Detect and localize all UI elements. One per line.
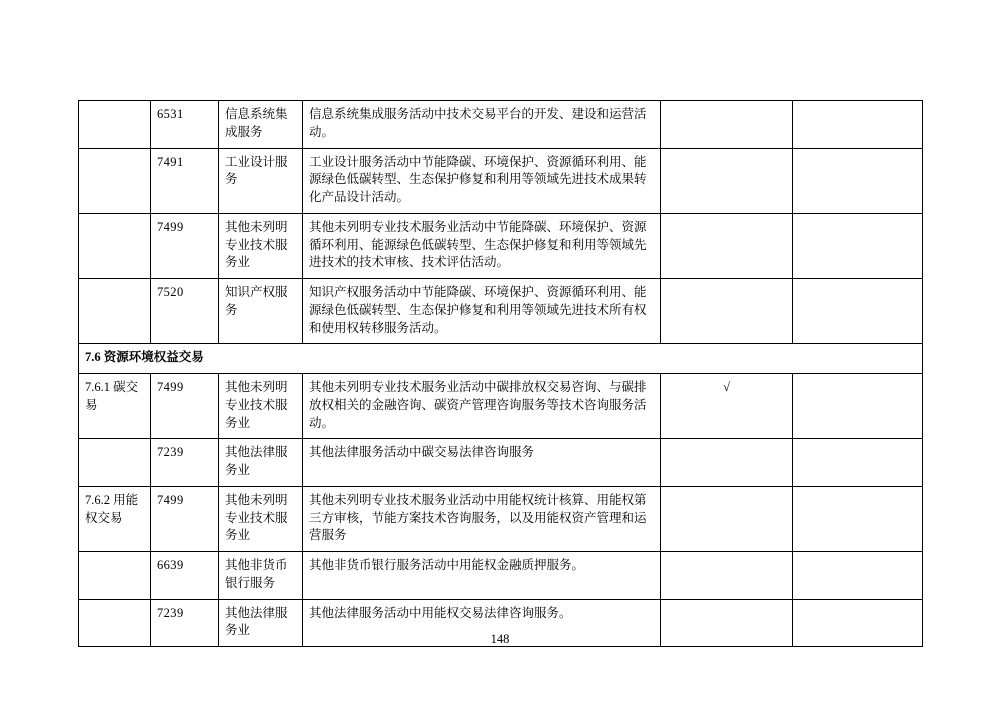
cell-category: 7.6.2 用能权交易	[79, 486, 151, 551]
table-row	[79, 148, 923, 213]
cell-mark-a	[661, 552, 793, 600]
cell-mark-a	[661, 374, 793, 439]
cell-name: 其他未列明专业技术服务业	[219, 486, 303, 551]
cell-category	[79, 552, 151, 600]
cell-description: 其他未列明专业技术服务业活动中碳排放权交易咨询、与碳排放权相关的金融咨询、碳资产管理咨询服务等技术咨询服务活动。	[303, 374, 661, 439]
cell-code: 7491	[151, 148, 219, 213]
cell-code: 7239	[151, 599, 219, 647]
cell-name: 其他未列明专业技术服务业	[219, 213, 303, 278]
table-row	[79, 552, 923, 600]
cell-code: 7499	[151, 213, 219, 278]
cell-mark-a	[661, 213, 793, 278]
table-row	[79, 486, 923, 551]
section-title: 7.6 资源环境权益交易	[79, 344, 923, 374]
cell-mark-b	[793, 213, 923, 278]
cell-mark-a	[661, 101, 793, 149]
cell-mark-a	[661, 148, 793, 213]
cell-mark-b	[793, 101, 923, 149]
cell-category	[79, 101, 151, 149]
cell-mark-b	[793, 279, 923, 344]
classification-table-container	[78, 100, 922, 647]
cell-mark-a	[661, 486, 793, 551]
cell-name: 其他法律服务业	[219, 599, 303, 647]
cell-description: 工业设计服务活动中节能降碳、环境保护、资源循环利用、能源绿色低碳转型、生态保护修复和利用等领域先进技术成果转化产品设计活动。	[303, 148, 661, 213]
cell-code: 7239	[151, 439, 219, 487]
cell-category	[79, 213, 151, 278]
cell-mark-b	[793, 486, 923, 551]
cell-mark-b	[793, 148, 923, 213]
cell-description: 其他法律服务活动中碳交易法律咨询服务	[303, 439, 661, 487]
cell-category	[79, 439, 151, 487]
cell-name: 工业设计服务	[219, 148, 303, 213]
table-row	[79, 439, 923, 487]
table-row	[79, 279, 923, 344]
cell-description: 其他非货币银行服务活动中用能权金融质押服务。	[303, 552, 661, 600]
cell-name: 其他未列明专业技术服务业	[219, 374, 303, 439]
cell-code: 6531	[151, 101, 219, 149]
cell-mark-b	[793, 374, 923, 439]
table-section-row	[79, 344, 923, 374]
cell-description: 其他法律服务活动中用能权交易法律咨询服务。	[303, 599, 661, 647]
page-number: 148	[490, 632, 510, 646]
table-row	[79, 374, 923, 439]
cell-name: 其他非货币银行服务	[219, 552, 303, 600]
cell-category: 7.6.1 碳交易	[79, 374, 151, 439]
cell-mark-b	[793, 439, 923, 487]
cell-mark-a	[661, 439, 793, 487]
cell-name: 信息系统集成服务	[219, 101, 303, 149]
cell-code: 7499	[151, 486, 219, 551]
cell-category	[79, 148, 151, 213]
cell-mark-b	[793, 552, 923, 600]
cell-description: 信息系统集成服务活动中技术交易平台的开发、建设和运营活动。	[303, 101, 661, 149]
classification-table	[78, 100, 923, 647]
cell-mark-a	[661, 279, 793, 344]
cell-code: 7499	[151, 374, 219, 439]
cell-category	[79, 279, 151, 344]
cell-name: 知识产权服务	[219, 279, 303, 344]
table-row	[79, 213, 923, 278]
table-row	[79, 101, 923, 149]
cell-code: 6639	[151, 552, 219, 600]
cell-description: 其他未列明专业技术服务业活动中用能权统计核算、用能权第三方审核，节能方案技术咨询服务，以及用能权资产管理和运营服务	[303, 486, 661, 551]
cell-description: 其他未列明专业技术服务业活动中节能降碳、环境保护、资源循环利用、能源绿色低碳转型、生态保护修复和利用等领域先进技术的技术审核、技术评估活动。	[303, 213, 661, 278]
cell-description: 知识产权服务活动中节能降碳、环境保护、资源循环利用、能源绿色低碳转型、生态保护修复和利用等领域先进技术所有权和使用权转移服务活动。	[303, 279, 661, 344]
check-icon: √	[723, 380, 730, 394]
cell-name: 其他法律服务业	[219, 439, 303, 487]
cell-code: 7520	[151, 279, 219, 344]
